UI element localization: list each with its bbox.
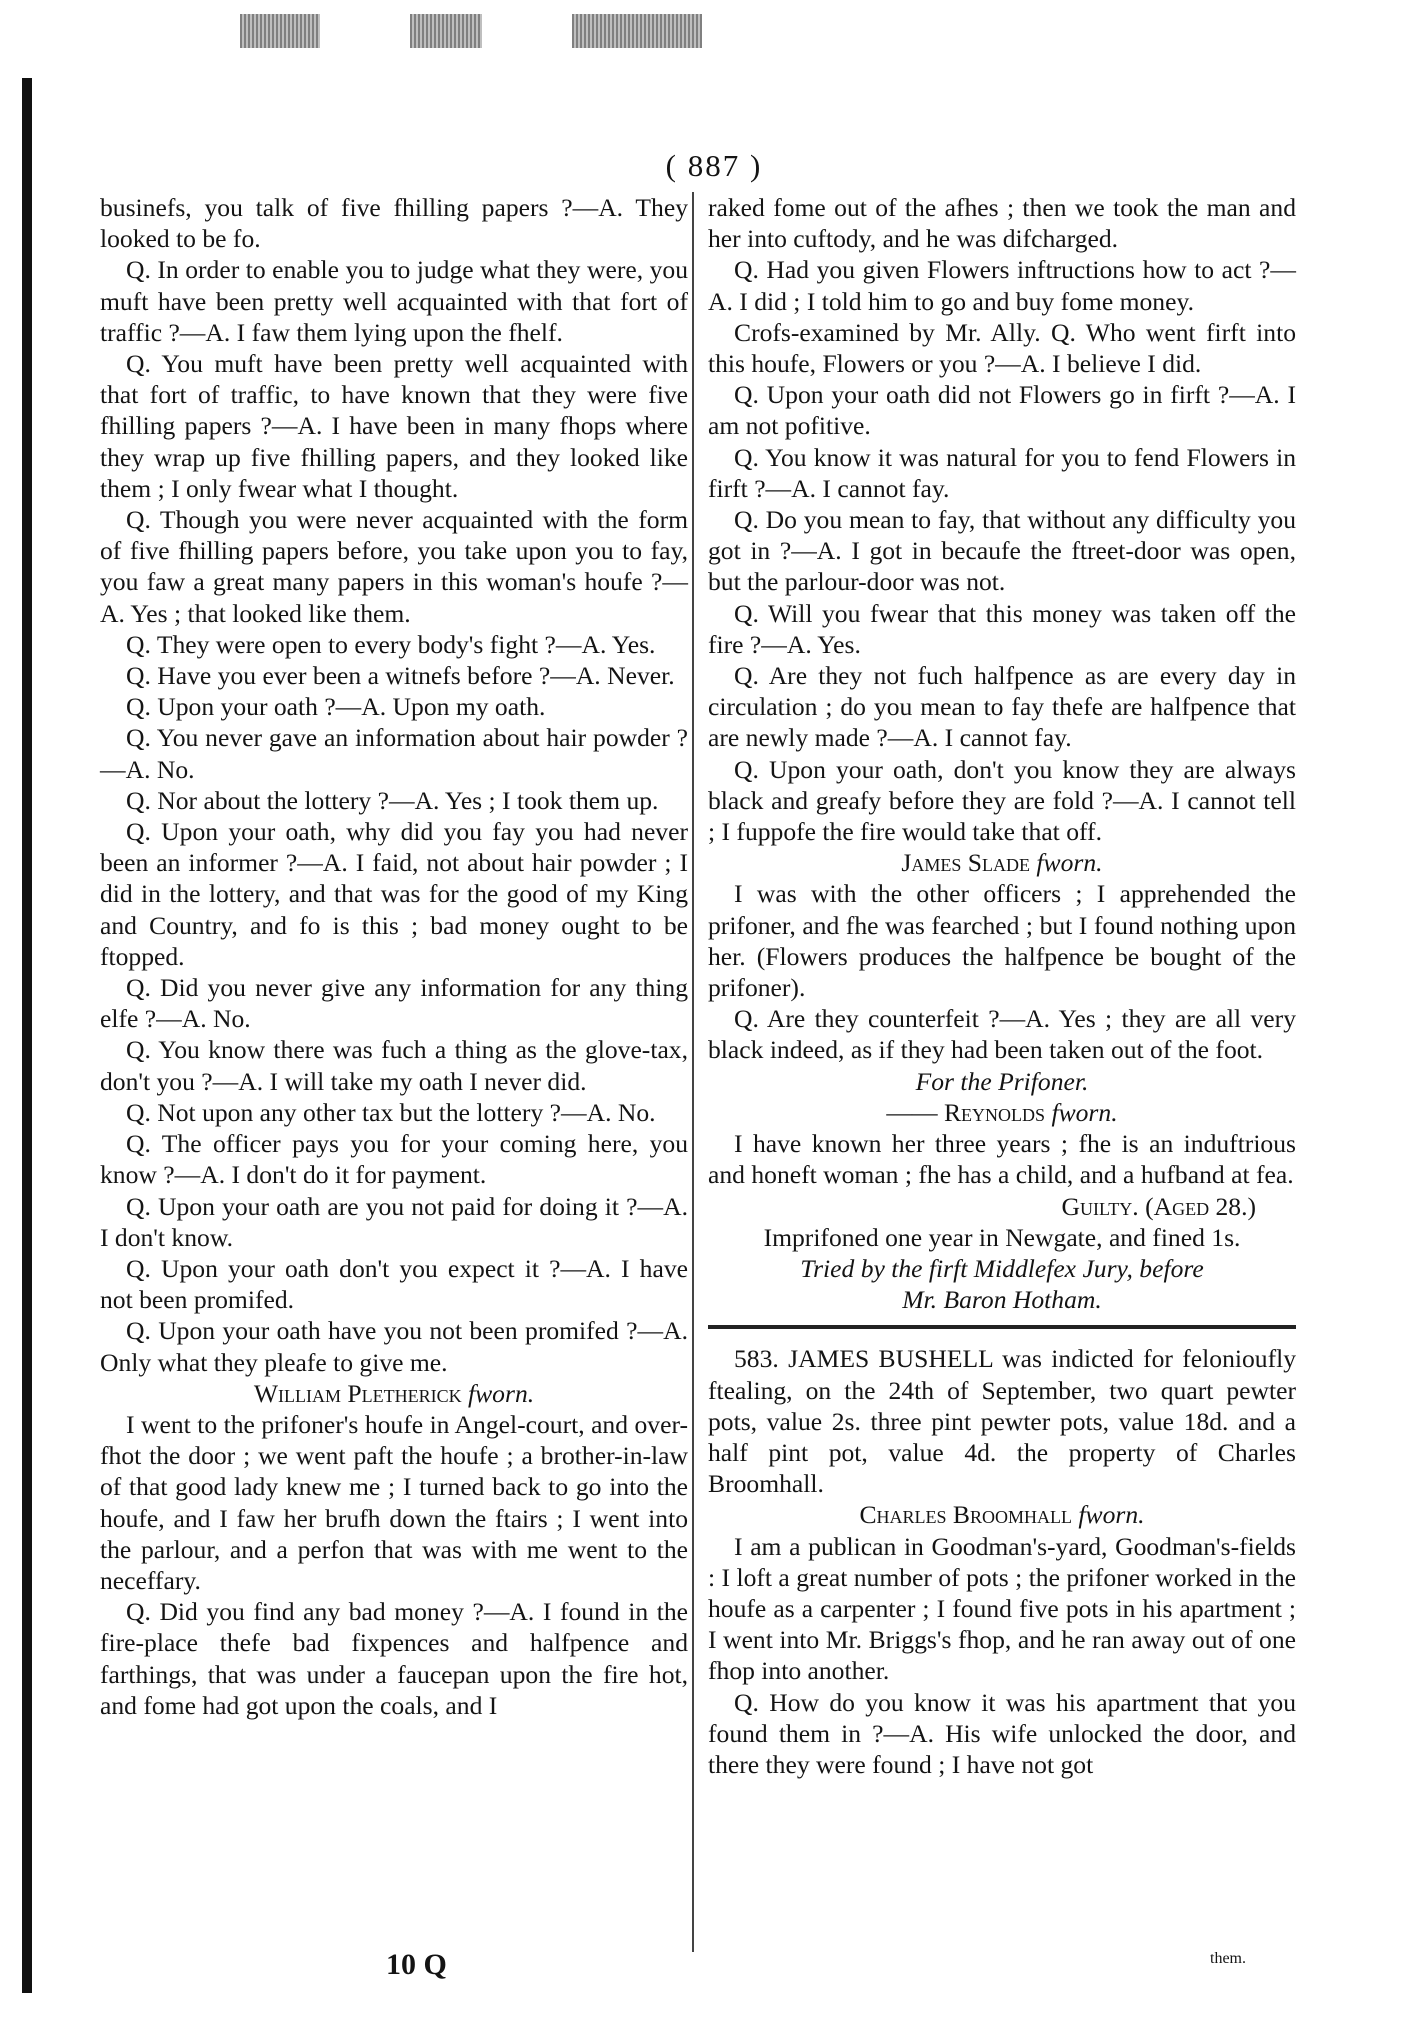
- testimony-paragraph: I was with the other officers ; I apprehended the prifoner, and fhe was fearched ; but I found nothing upon her. (Flowers produces the halfpence be bought of the prifoner).: [708, 879, 1296, 1003]
- testimony-paragraph: Q. Nor about the lottery ?—A. Yes ; I took them up.: [126, 785, 659, 815]
- verdict: Guilty. (Aged 28.): [1061, 1191, 1256, 1221]
- witness-heading: [708, 847, 1296, 878]
- testimony-paragraph: Q. The officer pays you for your coming here, you know ?—A. I don't do it for payment.: [100, 1129, 688, 1190]
- testimony-paragraph: Q. Are they not fuch halfpence as are every day in circulation ; do you mean to fay thefe are halfpence that are newly made ?—A. I cannot fay.: [708, 661, 1296, 753]
- testimony-paragraph: 583. JAMES BUSHELL was indicted for felonioufly ftealing, on the 24th of September, two quart pewter pots, value 2s. three pint pewter pots, value 18d. and a half pint pot, value 4d. the property of Charles Broomhall.: [708, 1344, 1296, 1499]
- testimony-paragraph: Q. Not upon any other tax but the lottery ?—A. No.: [126, 1097, 656, 1127]
- right-column: [708, 192, 1296, 1780]
- witness-name: William Pletherick: [253, 1378, 468, 1408]
- section-heading: For the Prifoner.: [915, 1066, 1089, 1096]
- testimony-paragraph: Q. Upon your oath ?—A. Upon my oath.: [126, 692, 546, 722]
- header-ornaments: [240, 14, 702, 48]
- testimony-paragraph: Q. You know there was fuch a thing as the glove-tax, don't you ?—A. I will take my oath I never did.: [100, 1035, 688, 1096]
- testimony-paragraph: Q. Though you were never acquainted with the form of five fhilling papers before, you take upon you to fay, you faw a great many papers in this woman's houfe ?—A. Yes ; that looked like them.: [100, 505, 688, 628]
- sentence-line: Imprifoned one year in Newgate, and fined 1s.: [763, 1222, 1241, 1252]
- witness-heading: [100, 1378, 688, 1409]
- testimony-paragraph: Q. Upon your oath, don't you know they are always black and greafy before they are fold ?—A. I cannot tell ; I fuppofe the fire would take that off.: [708, 754, 1296, 847]
- testimony-paragraph: I have known her three years ; fhe is an induftrious and honeft woman ; fhe has a child, and a hufband at fea.: [708, 1129, 1296, 1190]
- testimony-paragraph: Q. Upon your oath did not Flowers go in firft ?—A. I am not pofitive.: [708, 380, 1296, 441]
- sentence-line: Tried by the firft Middlefex Jury, before: [800, 1253, 1204, 1283]
- witness-name: —— Reynolds: [886, 1097, 1052, 1127]
- witness-name: James Slade: [901, 848, 1037, 878]
- testimony-paragraph: Q. Had you given Flowers inftructions how to act ?—A. I did ; I told him to go and buy fome money.: [708, 255, 1296, 316]
- witness-heading: [708, 1499, 1296, 1530]
- signature-mark: 10 Q: [386, 1948, 447, 1981]
- witness-heading: [708, 1097, 1296, 1128]
- testimony-paragraph: Q. Are they counterfeit ?—A. Yes ; they are all very black indeed, as if they had been taken out of the foot.: [708, 1004, 1296, 1065]
- testimony-paragraph: Q. Upon your oath don't you expect it ?—A. I have not been promifed.: [100, 1253, 688, 1315]
- page-number: ( 887 ): [665, 148, 763, 183]
- testimony-paragraph: Q. Upon your oath are you not paid for doing it ?—A. I don't know.: [100, 1191, 688, 1252]
- testimony-paragraph: I went to the prifoner's houfe in Angel-court, and over-fhot the door ; we went paft the houfe ; a brother-in-law of that good lady knew me ; I turned back to go into the houfe, and I faw her brufh down the ftairs ; I went into the parlour, and a perfon that was with me went to the neceffary.: [100, 1409, 688, 1595]
- testimony-paragraph: Q. You know it was natural for you to fend Flowers in firft ?—A. I cannot fay.: [708, 442, 1296, 503]
- testimony-paragraph: Q. Have you ever been a witnefs before ?—A. Never.: [126, 661, 675, 691]
- testimony-paragraph: Crofs-examined by Mr. Ally. Q. Who went firft into this houfe, Flowers or you ?—A. I believe I did.: [708, 317, 1296, 379]
- ornament-mark: [240, 14, 320, 48]
- binding-edge: [22, 78, 32, 1993]
- testimony-paragraph: Q. How do you know it was his apartment that you found them in ?—A. His wife unlocked the door, and there they were found ; I have not got: [708, 1687, 1296, 1779]
- testimony-paragraph: Q. Upon your oath, why did you fay you had never been an informer ?—A. I faid, not about hair powder ; I did in the lottery, and that was for the good of my King and Country, and fo is this ; bad money ought to be ftopped.: [100, 817, 688, 971]
- testimony-paragraph: businefs, you talk of five fhilling papers ?—A. They looked to be fo.: [100, 193, 688, 254]
- testimony-paragraph: Q. Upon your oath have you not been promifed ?—A. Only what they pleafe to give me.: [100, 1316, 688, 1377]
- testimony-paragraph: Q. They were open to every body's fight ?—A. Yes.: [126, 629, 656, 659]
- ornament-mark: [572, 14, 702, 48]
- testimony-paragraph: Q. Did you find any bad money ?—A. I found in the fire-place thefe bad fixpences and halfpence and farthings, that was under a faucepan upon the fire hot, and fome had got upon the coals, and I: [100, 1597, 688, 1720]
- testimony-paragraph: Q. In order to enable you to judge what they were, you muft have been pretty well acquainted with that fort of traffic ?—A. I faw them lying upon the fhelf.: [100, 255, 688, 347]
- sworn-label: fworn.: [468, 1378, 535, 1408]
- testimony-paragraph: Q. You never gave an information about hair powder ?—A. No.: [100, 723, 688, 784]
- sworn-label: fworn.: [1078, 1500, 1145, 1530]
- testimony-paragraph: Q. Did you never give any information for any thing elfe ?—A. No.: [100, 973, 688, 1034]
- sworn-label: fworn.: [1051, 1097, 1118, 1127]
- testimony-paragraph: I am a publican in Goodman's-yard, Goodman's-fields : I loft a great number of pots ; the prifoner worked in the houfe as a carpenter ; I found five pots in his apartment ; I went into Mr. Briggs's fhop, and he ran away out of one fhop into another.: [708, 1531, 1296, 1686]
- testimony-paragraph: Q. Do you mean to fay, that without any difficulty you got in ?—A. I got in becaufe the ftreet-door was open, but the parlour-door was not.: [708, 505, 1296, 597]
- column-divider: [692, 192, 694, 1952]
- sentence-line: Mr. Baron Hotham.: [902, 1285, 1102, 1315]
- section-rule: [708, 1325, 1296, 1329]
- witness-name: Charles Broomhall: [859, 1500, 1079, 1530]
- testimony-paragraph: Q. You muft have been pretty well acquainted with that fort of traffic, to have known that they were five fhilling papers ?—A. I have been in many fhops where they wrap up five fhilling papers, and they looked like them ; I only fwear what I thought.: [100, 349, 688, 503]
- catchword: them.: [1210, 1950, 1246, 1967]
- left-column: [100, 192, 688, 1721]
- testimony-paragraph: Q. Will you fwear that this money was taken off the fire ?—A. Yes.: [708, 598, 1296, 659]
- sworn-label: fworn.: [1036, 848, 1103, 878]
- ornament-mark: [410, 14, 482, 48]
- testimony-paragraph: raked fome out of the afhes ; then we took the man and her into cuftody, and he was difcharged.: [708, 193, 1296, 254]
